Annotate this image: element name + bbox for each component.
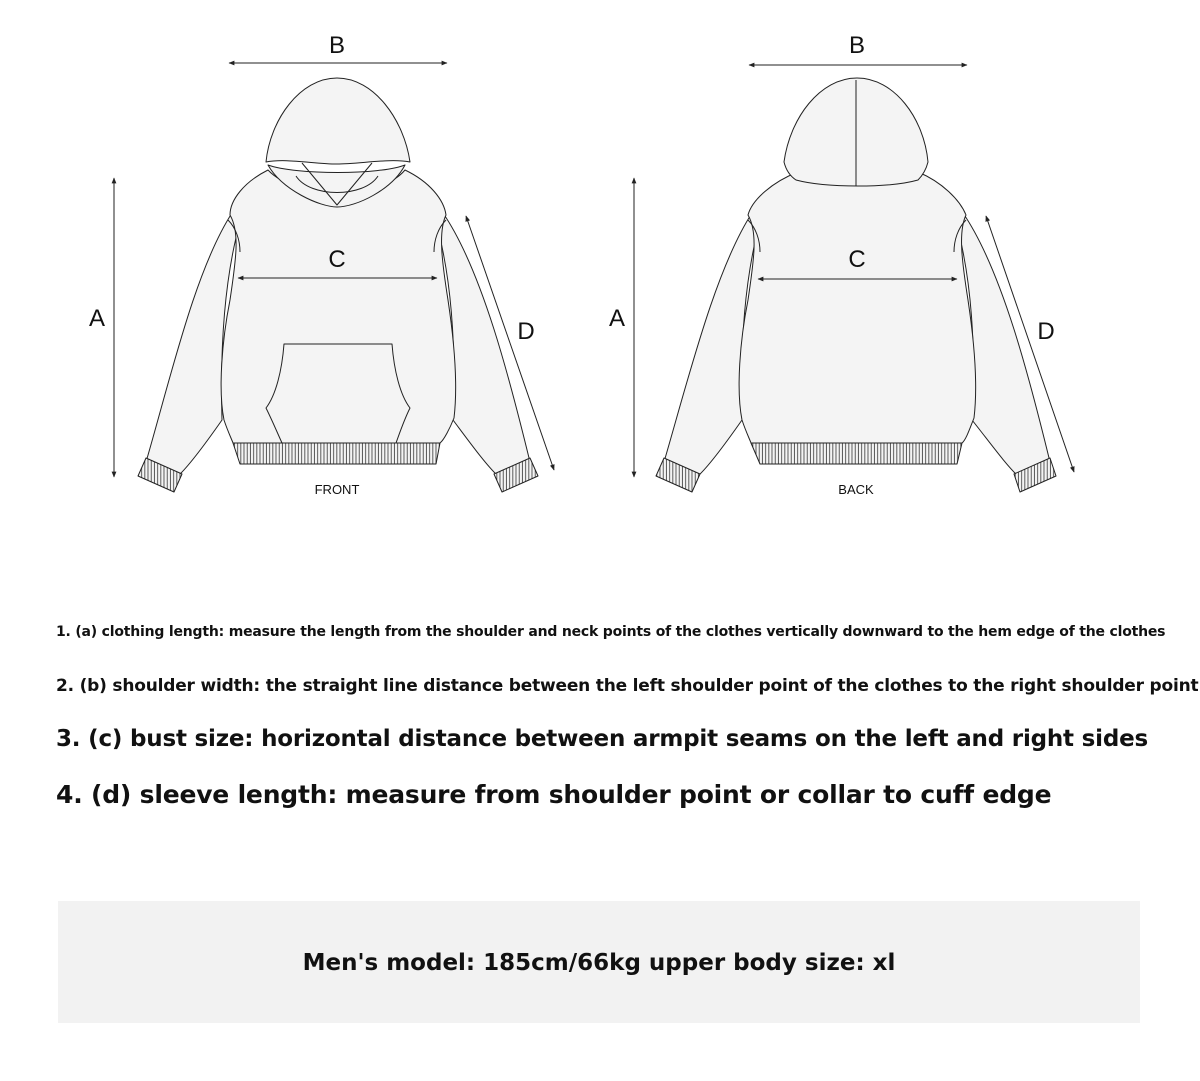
model-info-text: Men's model: 185cm/66kg upper body size: xl [302,950,896,976]
note-shoulder-width: 2. (b) shoulder width: the straight line distance between the left shoulder point of the clothes to the right shoulder point [56,676,1199,696]
front-label-c: C [328,246,346,273]
front-view-caption: FRONT [314,482,360,497]
hoodie-front [138,78,538,492]
note-sleeve-length: 4. (d) sleeve length: measure from shoulder point or collar to cuff edge [56,780,1052,809]
front-label-d: D [517,318,535,345]
hoodie-back [656,78,1056,492]
back-label-b: B [848,32,866,59]
back-view-caption: BACK [838,482,874,497]
model-info-box [58,901,1140,1023]
front-label-b: B [328,32,346,59]
back-label-a: A [608,305,626,332]
note-clothing-length: 1. (a) clothing length: measure the length from the shoulder and neck points of the clothes vertically downward to the hem edge of the clothes [56,624,1166,640]
front-label-a: A [88,305,106,332]
note-bust-size: 3. (c) bust size: horizontal distance between armpit seams on the left and right sides [56,726,1148,752]
back-label-d: D [1037,318,1055,345]
back-label-c: C [848,246,866,273]
